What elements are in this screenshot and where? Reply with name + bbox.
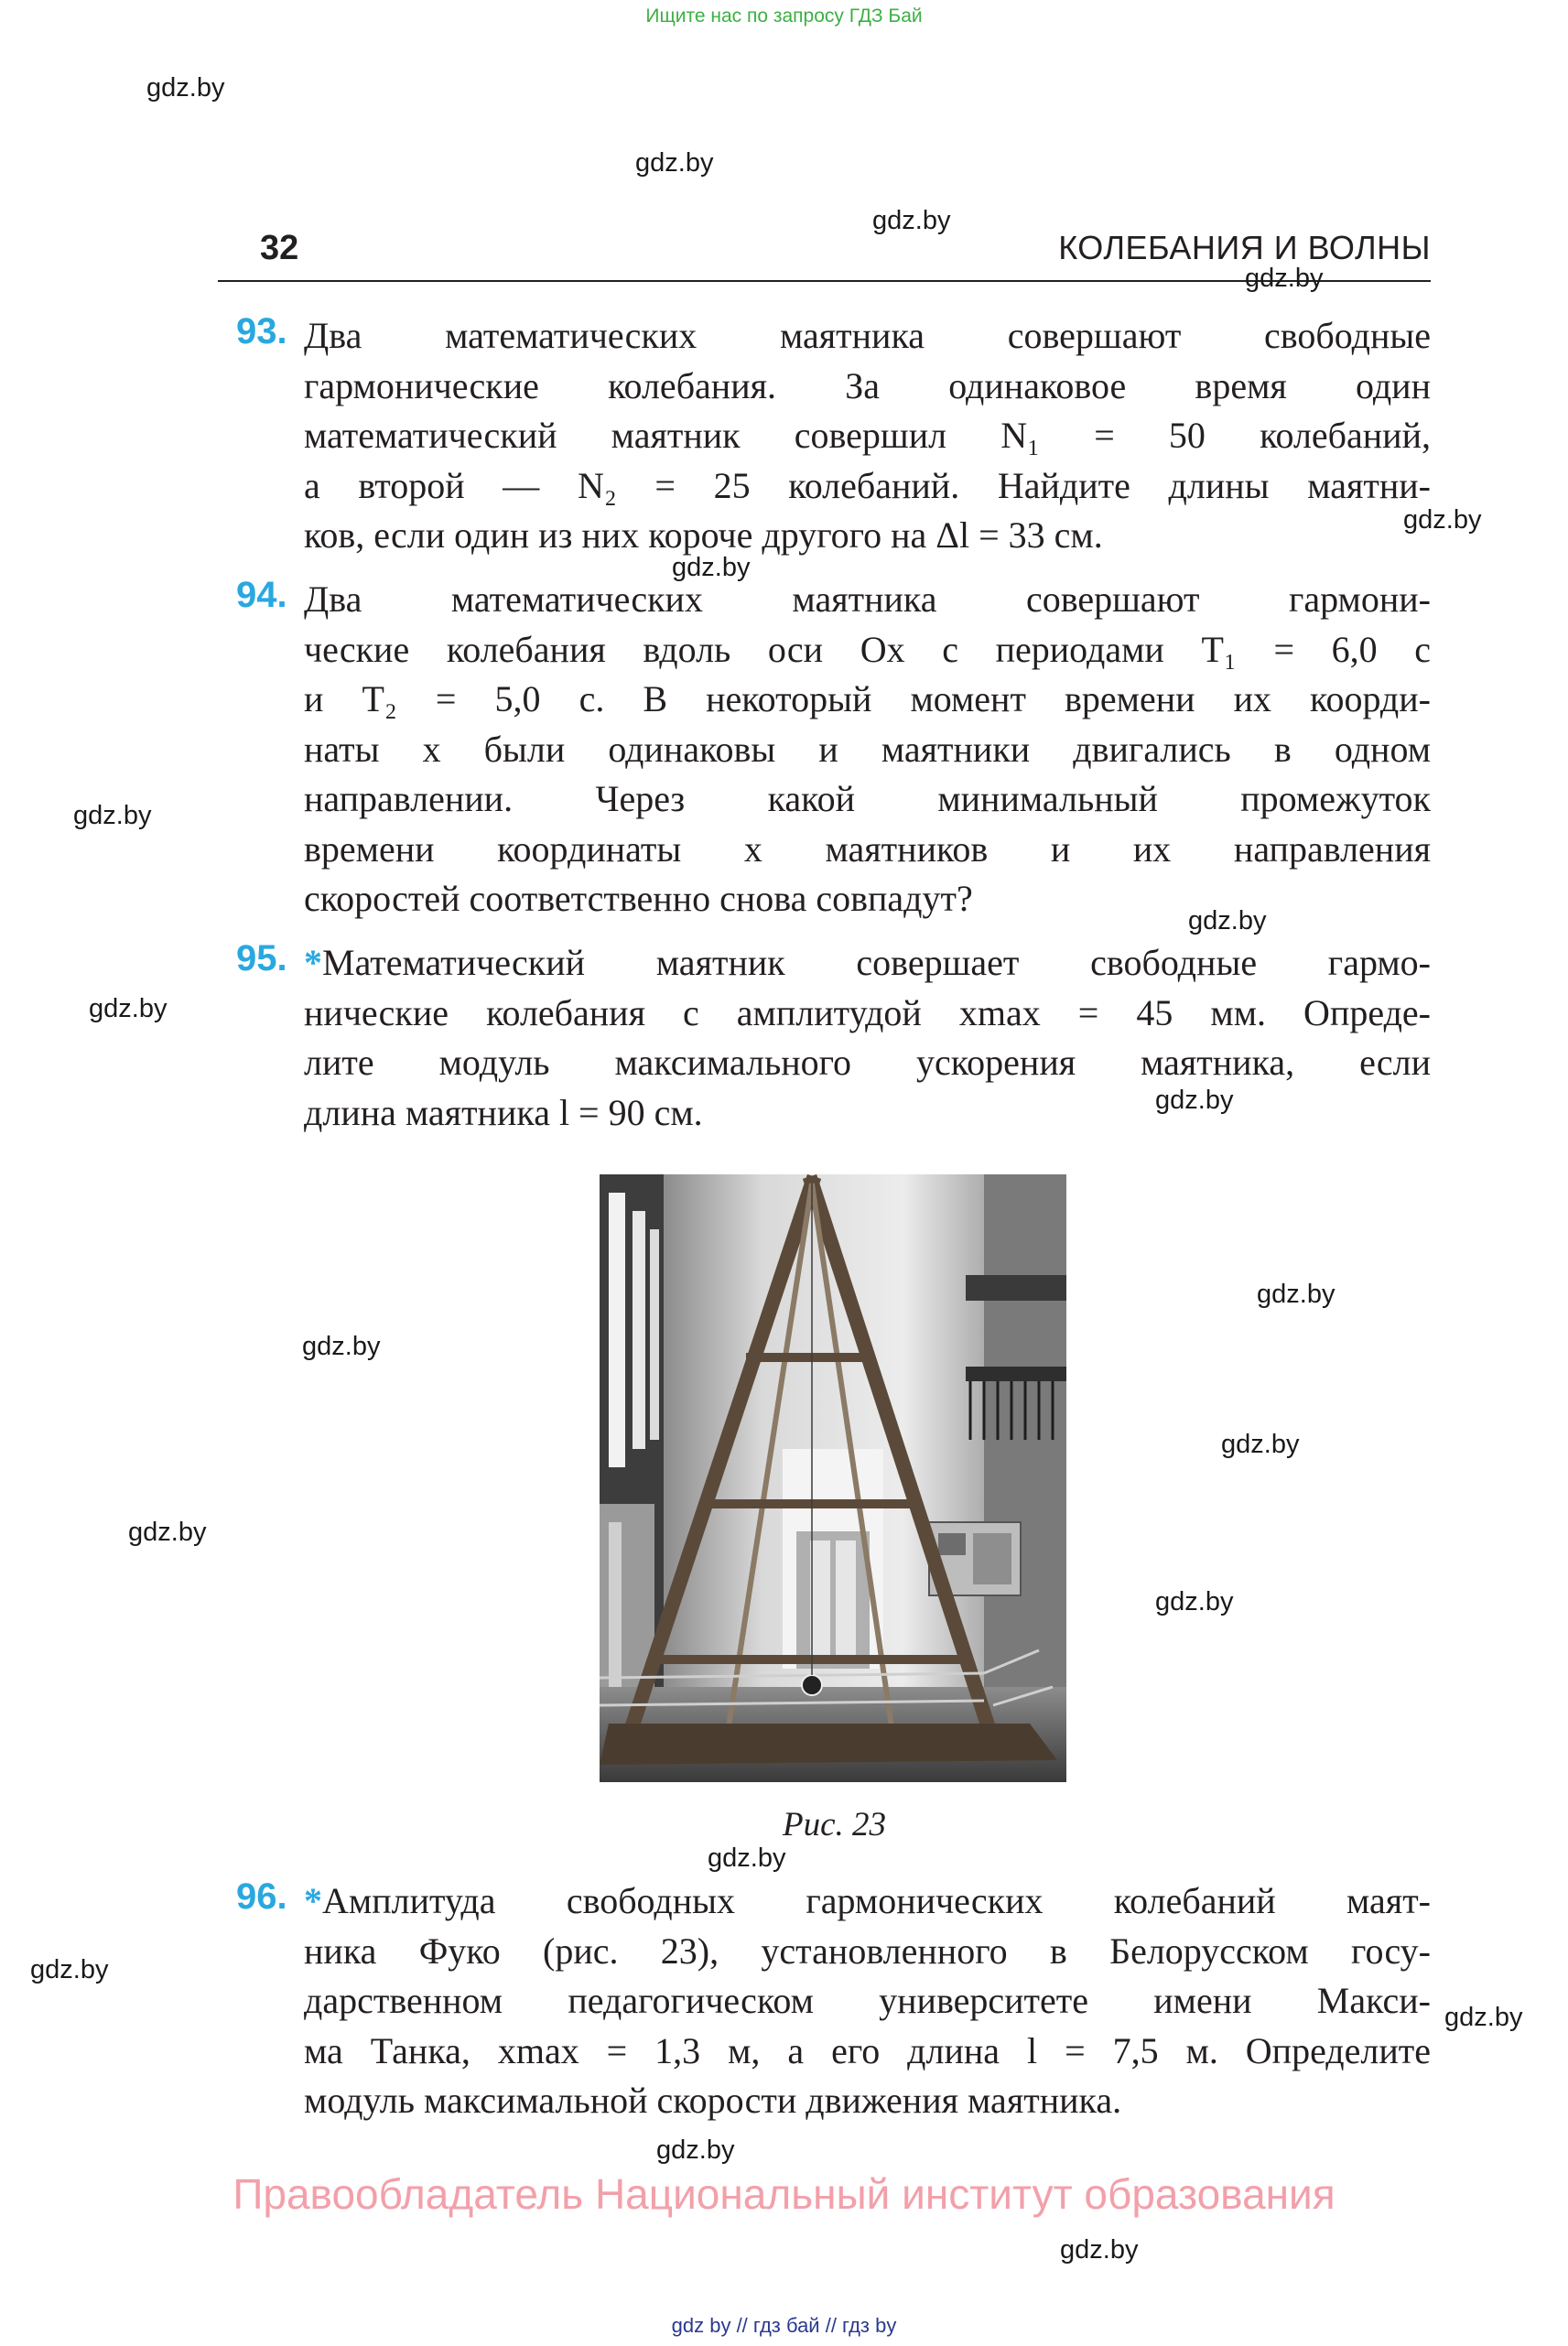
problem-line: дарственном педагогическом университете имени Макси-	[304, 1980, 1431, 2021]
problem-93	[236, 311, 1431, 561]
watermark: gdz.by	[1060, 2235, 1139, 2265]
figure-caption: Рис. 23	[782, 1806, 887, 1843]
problem-line: а второй — N₂ = 25 колебаний. Найдите длины маятни-	[304, 464, 1431, 506]
watermark: gdz.by	[672, 553, 751, 582]
star-marker: *	[304, 942, 322, 983]
problem-text: Амплитуда свободных гармонических колебаний маят-	[322, 1880, 1431, 1921]
problem-line: скоростей соответственно снова совпадут?	[304, 878, 973, 919]
problem-96	[236, 1876, 1431, 2126]
problem-line: ков, если один из них короче другого на Δl = 33 см.	[304, 514, 1103, 556]
problem-line: Два математических маятника совершают гармони-	[304, 578, 1431, 620]
problem-line: модуль максимальной скорости движения маятника.	[304, 2080, 1122, 2121]
watermark: gdz.by	[872, 206, 951, 235]
watermark: gdz.by	[1444, 2003, 1523, 2032]
watermark: gdz.by	[635, 148, 714, 178]
problem-95	[236, 938, 1431, 1138]
problem-number: 96.	[236, 1876, 287, 1917]
foucault-pendulum-photo	[600, 1174, 1066, 1782]
problem-line: гармонические колебания. За одинаковое время один	[304, 364, 1431, 406]
watermark: gdz.by	[1257, 1280, 1336, 1309]
watermark: gdz.by	[128, 1518, 207, 1547]
star-marker: *	[304, 1880, 322, 1921]
problem-line: времени координаты x маятников и их направления	[304, 827, 1431, 870]
watermark: gdz.by	[1221, 1430, 1300, 1459]
problem-94	[236, 575, 1431, 924]
problem-line: лите модуль максимального ускорения маятника, если	[304, 1042, 1431, 1083]
problem-line	[304, 938, 1431, 989]
watermark: gdz.by	[30, 1955, 109, 1984]
problem-line	[304, 1876, 1431, 1927]
problem-line: ника Фуко (рис. 23), установленного в Белорусском госу-	[304, 1930, 1431, 1972]
problem-number: 93.	[236, 311, 287, 351]
watermark: gdz.by	[302, 1332, 381, 1361]
problem-number: 94.	[236, 575, 287, 615]
problem-line: математический маятник совершил N₁ = 50 колебаний,	[304, 415, 1431, 456]
problem-line: нические колебания с амплитудой xmax = 45 мм. Опреде-	[304, 991, 1431, 1033]
problem-text: Математический маятник совершает свободные гармо-	[322, 942, 1431, 983]
watermark: gdz.by	[656, 2135, 735, 2165]
watermark: gdz.by	[146, 73, 225, 103]
problem-line: ма Танка, xmax = 1,3 м, а его длина l = 7,5 м. Определите	[304, 2029, 1431, 2071]
bottom-links[interactable]: gdz by // гдз бай // гдз by	[671, 2314, 897, 2337]
watermark: gdz.by	[89, 994, 168, 1023]
watermark: gdz.by	[73, 801, 152, 830]
copyright-notice: Правообладатель Национальный институт образования	[232, 2170, 1336, 2218]
watermark: gdz.by	[1403, 505, 1482, 535]
running-head: КОЛЕБАНИЯ И ВОЛНЫ	[1058, 229, 1431, 266]
problem-line: наты x были одинаковы и маятники двигались в одном	[304, 728, 1431, 770]
problem-line: ческие колебания вдоль оси Ox с периодами T₁ = 6,0 с	[304, 628, 1431, 670]
watermark: gdz.by	[1188, 906, 1267, 935]
problem-number: 95.	[236, 938, 287, 978]
watermark: gdz.by	[1155, 1587, 1234, 1616]
problem-line: длина маятника l = 90 см.	[304, 1091, 703, 1133]
watermark: gdz.by	[708, 1843, 786, 1873]
problem-line: Два математических маятника совершают свободные	[304, 315, 1431, 356]
problem-line: и T₂ = 5,0 с. В некоторый момент времени их коорди-	[304, 678, 1431, 719]
top-banner[interactable]: Ищите нас по запросу ГДЗ Бай	[645, 5, 923, 27]
watermark: gdz.by	[1245, 264, 1324, 293]
page-number: 32	[260, 229, 299, 267]
problem-line: направлении. Через какой минимальный промежуток	[304, 778, 1431, 819]
watermark: gdz.by	[1155, 1086, 1234, 1115]
